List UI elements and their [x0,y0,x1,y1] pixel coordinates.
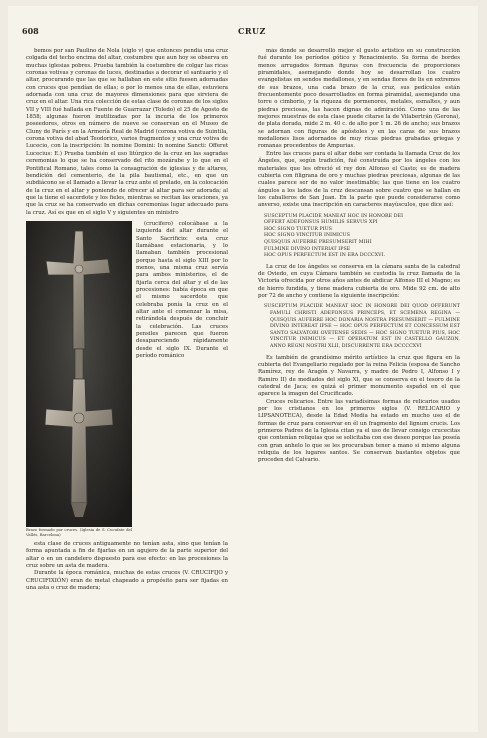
inscription-line: HOC SIGNO VINCITUR INIMICUS [264,233,351,239]
left-column [26,48,228,708]
figure-caption: Brazo formado por cruces. (Iglesia de S. Cucufate del Vallés, Barcelona) [26,526,132,537]
inscription-victoria [264,304,460,350]
page-number: 608 [22,26,39,36]
left-paragraph-1: bemos por san Paulino de Nola (siglo v) que entonces pendía una cruz colgada del techo encima del altar, costumbre que aun hoy se observa en muchas iglesias pobres. Prueba también la costumbre de colgar las ricas coronas votivas y coronas de luces, destinadas a decorar el santuario y el altar, procurando que las que se hallaban en este sitio fuesen adornadas con cruces que pendían de ellas; o por lo menos una de ellas, estuviera adornada con una cruz de mayores dimensiones para que sirviera de cruz en el altar. Una rica colección de estas clase de coronas de los siglos VII y VIII fué hallada en Fuente de Guarrazar (Toledo) el 25 de Agosto de 1858; algunas fueron inutilizadas por la incuria de los primeros poseedores, otros en número de nueve se conservan en el Museo de Cluny de París y en la Armería Real de Madrid (corona votiva de Suintila, corona votiva del abad Teodorico, varios fragmentos y una cruz votiva de Lucecio, con la inscripción: In nomine Domini: In nomine Sancti: Offeret Lucecius: E.) Prueba también el uso litúrgico de la cruz en las sagradas ceremonias lo que se ha conservado del rito mozárabe y lo que en el Pontifical Romano, tales como la consagración de iglesias y de altares, bendición del cementerio, de la pila bautismal, etc., en que un subdiácono se el llamado a llevar la cruz ante el prelado, en la colocación de la cruz en el altar y poniendo de ofrecer al altar para ser adorada; al que la tiene el sacerdote y los fieles, mientras se recitan las oraciones, ya que la cruz se ha conservado en dichas ceremonias lugar adecuado para la cruz. Así es que en el siglo V y siguientes un ministro [26,48,228,216]
right-paragraph-2: Entre las cruces para el altar debe ser contada la llamada Cruz de los Ángeles, que, según tradición, fué construída por los ángeles con los materiales que les ofreció el rey don Alfonso el Casto; es de madera cubierta con filigrana de oro y muchas piedras preciosas, algunas de las cuales parece ser de no valor inestimable; las que tiene en los cuatro ángulos a los lados de la cruz descansan sobre cuatro que se hallan en los caballeros de San Juan. En la parte que puede considerarse como anverso, existe una inscripción en caracteres mayúsculos, que dice así: [258,150,460,209]
book-page [8,6,478,732]
right-paragraph-5: Cruces relicarios. Entre las variadísimas formas de relicarios usados por los cristianos en los primeros siglos (V. RELICARIO y LIPSANOTECA), desde la Edad Media ha estado en mucho uso el de formas de cruz para conservar en él un fragmento del lignum crucis. Los primeros Padres de la Iglesia citan ya el uso de llevar consigo crucecitas que contenían reliquias que se solicitaba con ese deseo porque las poseía con gran anhelo lo que se les procuraban tener a mano si mismo alguna reliquia de los lugares santos. Se conservan bastantes objetos que proceden del Calvario. [258,398,460,464]
inscription-angeles [264,214,460,260]
right-paragraph-3: La cruz de los ángeles se conserva en la cámara santa de la catedral de Oviedo, en cuya Cámara también se custodia la cruz llamada de la Victoria ofrecida por otros años antes de abdicar Alfonso III el Magno; es de hierro fundida, y tiene madera cubierta de oro. Mide 92 cm. de alto por 72 de ancho y contiene la siguiente inscripción: [258,263,460,300]
left-paragraph-2: esta clase de cruces antiguamente no tenían asta, sino que tenían la forma apuntada a fin de fijarlas en un agujero de la parte superior del altar o en un candelero dispuesto para ese efecto: en las procesiones la cruz sobre un asta de madera. [26,540,228,569]
inscription-line: HOC OPUS PERFECTUM EST IN ERA DCCCXVI. [264,253,386,259]
figure-side-paragraph: (crucifero) colocábase a la izquierda del altar durante el Santo Sacrificio: esta cruz llamábase estacionaria, y lo llamaban también procesional porque hasta el siglo XIII por lo menos, una misma cruz servía para ambos ministerios, el de fijarla cerca del altar y el de las procesiones: había época en que el mismo sacerdote que celebraba ponía la cruz en el altar ante el comenzar la misa, retirándola después de concluir la celebración. Las cruces pensiles parecen que fueron desapareciendo rápidamente desde el siglo IX. Durante el período románico [136,220,228,360]
inscription-line: QUISQUIS AUFERRE PRESUMSERIT MIHI [264,239,372,245]
running-head: CRUZ [238,26,266,36]
left-paragraph-3: Durante la época románica, muchas de estas cruces (V. CRUCIFIJO y CRUCIFIXIÓN) eran de metal chapeado a propósito para ser fijadas en una asta o cruz de madera; [26,570,228,591]
figure-side-text [136,221,228,361]
page-header [22,26,462,40]
cross-image [26,221,132,527]
inscription-line: OFFERT ADEFONSUS HUMILIS SERVUS XPI [264,220,378,226]
inscription-line: SUSCEPTUM PLACIDE MANEAT HOC IN HONORE DEI QUOD OFFERUNT FAMULI CHRISTI ADEFONSUS PRINCEPS, ET SCEMENA REGINA — QUISQUIS AUFERRE HOC DONARIA NOSTRA PRESUMSERIT — FULMINE DIVINO INTEREAT IPSE — HOC OPUS PERFECTUM ET CONCESSUM EST SANTO SALVATORI OVETENSE SEDIS — HOC SIGNO TUETUR PIUS, HOC VINCITUR INIMICUS — ET OPERATUM EST IN CASTELLO GAUZON, ANNO REGNI NOSTRI XLII, DISCURRENTE ERA DCCCCXVI [264,304,460,349]
right-paragraph-4: Es también de grandísimo mérito artístico la cruz que figura en la cubierta del Evangeliario regalado por la reina Felicia (esposa de Sancho Ramírez, rey de Aragón y Navarra, y madre de Pedro I, Alfonso I y Ramiro II) de mediados del siglo XI, que se conserva en el tesoro de la catedral de Jaca; es quizá el primer monumento español en el que aparece la imagen del Crucificado. [258,354,460,398]
right-column [258,48,460,708]
inscription-line: SUSCEPTUM PLACIDE MANEAT HOC IN HONORE DEI [264,213,404,219]
cross-photograph [26,221,132,527]
inscription-line: HOC SIGNO TUETUR PIUS [264,226,333,232]
figure-block [26,221,228,539]
right-paragraph-1: más donde se desarrolló mejor el gusto artístico en su construcción fué durante los períodos gótico y Renacimiento. Su forma de bordes menos arrugados forman figuras con frecuencia de proporciones piramidales, asemejando donde hoy se desarrollan los cuatro evangelistas en sendos medallones, y en sendas flores de lis en extremos de sus brazos, una cada brazo de la cruz, sus pedículos están frecuentemente poco desarrollados en forma piramidal, asemejando una torre o cimborio, y la riqueza de pormenores, metales, esmaltes, y aun piedras preciosas, las hacen dignas de admiración. Como una de las mejores muestras de esta clase puede citarse la de Vilabertrán (Gerona), de plata dorada, mide 2 m. 40 c. de alto por 1 m. 26 de ancho; sus brazos se adornan con figuras de apóstoles y en las caras de sus brazos medallones lisos adornados de muy ricas piedras grabadas griegas y romanas procedentes de Ampurias. [258,48,460,150]
inscription-line: FULMINE DIVINO INTERIAT IPSE [264,246,351,252]
